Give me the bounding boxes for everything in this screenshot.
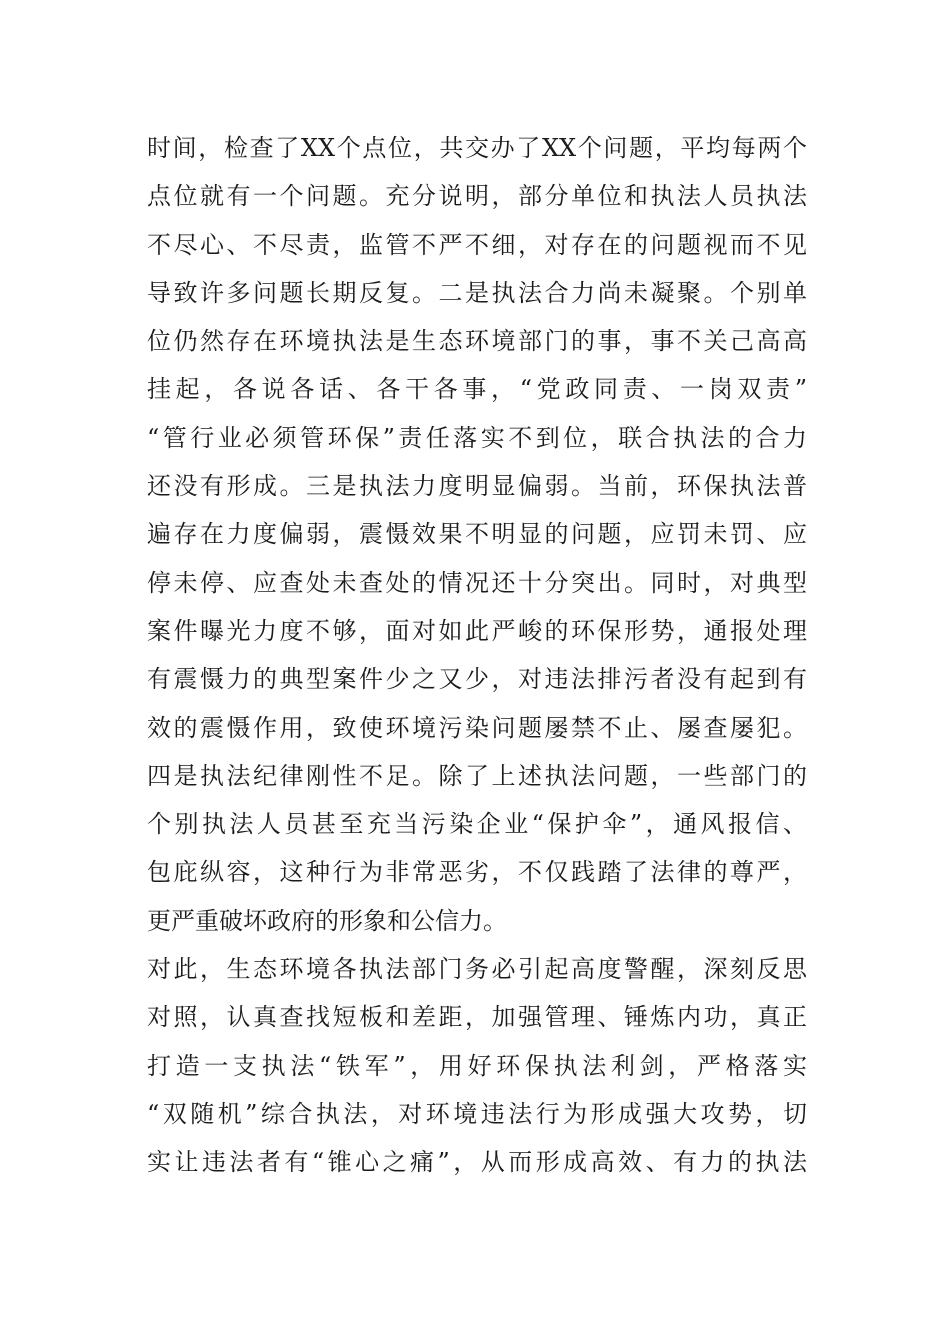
text-line: “管行业必须管环保”责任落实不到位，联合执法的合力 <box>147 423 807 452</box>
text-line: “双随机”综合执法，对环境违法行为形成强大攻势，切 <box>147 1099 807 1128</box>
text-line: 对照，认真查找短板和差距，加强管理、锤炼内功，真正 <box>147 1003 807 1032</box>
text-line: 有震慑力的典型案件少之又少，对违法排污者没有起到有 <box>147 665 807 694</box>
text-line: 停未停、应查处未查处的情况还十分突出。同时，对典型 <box>147 568 807 597</box>
text-line: 包庇纵容，这种行为非常恶劣，不仅践踏了法律的尊严， <box>147 858 807 887</box>
text-line: 挂起，各说各话、各干各事，“党政同责、一岗双责” <box>147 375 807 404</box>
text-line: 案件曝光力度不够，面对如此严峻的环保形势，通报处理 <box>147 616 807 645</box>
text-line: 四是执法纪律刚性不足。除了上述执法问题，一些部门的 <box>147 761 807 790</box>
text-line: 不尽心、不尽责，监管不严不细，对存在的问题视而不见 <box>147 230 807 259</box>
text-line: 更严重破坏政府的形象和公信力。 <box>147 906 507 935</box>
text-line: 对此，生态环境各执法部门务必引起高度警醒，深刻反思 <box>147 955 807 983</box>
text-line: 效的震慑作用，致使环境污染问题屡禁不止、屡查屡犯。 <box>147 713 807 742</box>
text-line: 遍存在力度偏弱，震慑效果不明显的问题，应罚未罚、应 <box>147 520 807 549</box>
text-line: 还没有形成。三是执法力度明显偏弱。当前，环保执法普 <box>147 472 807 501</box>
text-line: 位仍然存在环境执法是生态环境部门的事，事不关己高高 <box>147 327 807 356</box>
paragraph-2 <box>147 945 807 1186</box>
text-line: 点位就有一个问题。充分说明，部分单位和执法人员执法 <box>147 182 807 211</box>
text-line: 导致许多问题长期反复。二是执法合力尚未凝聚。个别单 <box>147 278 807 307</box>
text-line: 时间，检查了XX个点位，共交办了XX个问题，平均每两个 <box>147 134 807 162</box>
text-line: 实让违法者有“锥心之痛”，从而形成高效、有力的执法 <box>147 1148 807 1177</box>
text-line: 个别执法人员甚至充当污染企业“保护伞”，通风报信、 <box>147 810 807 839</box>
paragraph-1 <box>147 124 807 945</box>
text-line: 打造一支执法“铁军”，用好环保执法利剑，严格落实 <box>147 1051 807 1080</box>
